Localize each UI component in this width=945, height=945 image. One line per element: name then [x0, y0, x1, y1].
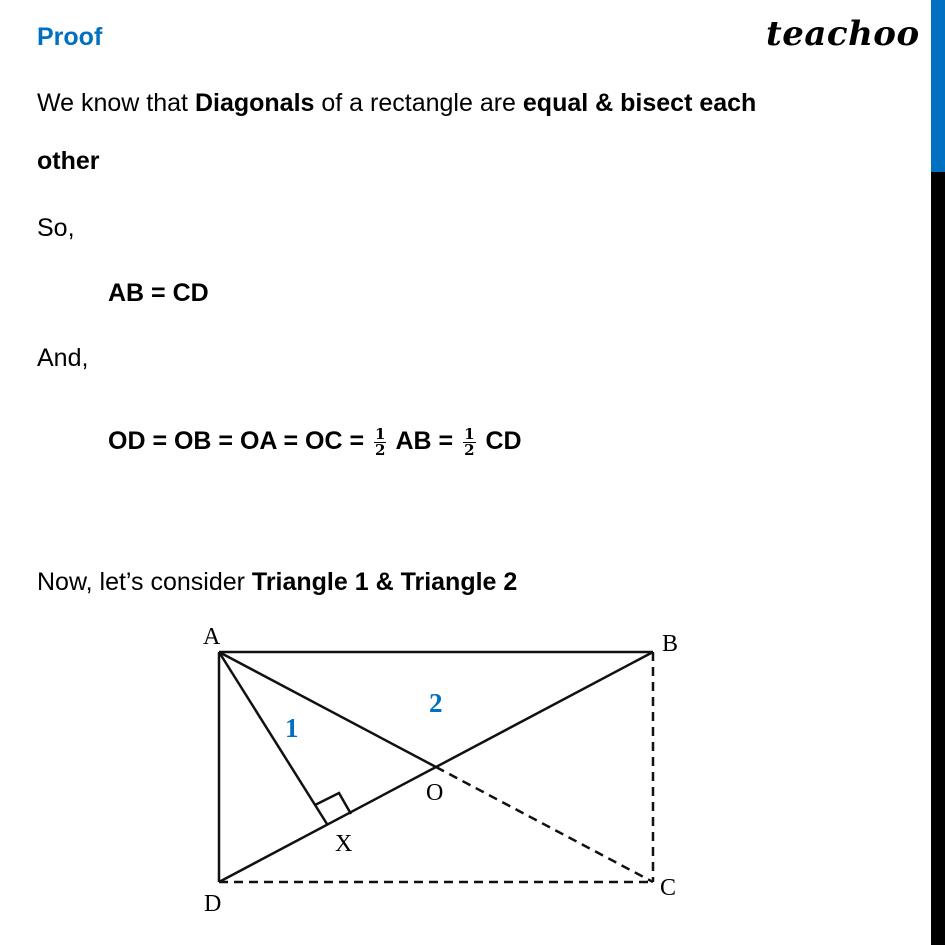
bold-text: Diagonals	[194, 89, 315, 117]
bold-text: AB = CD	[108, 279, 209, 307]
label-x: X	[335, 831, 353, 857]
label-c: C	[660, 875, 677, 901]
text: of a rectangle are	[314, 89, 523, 117]
segment-oc-dashed	[436, 767, 653, 882]
numerator: 1	[375, 424, 386, 443]
teachoo-logo: teachoo	[766, 14, 920, 54]
proof-heading: Proof	[37, 23, 103, 51]
text: We know that	[37, 89, 195, 117]
numerator: 1	[464, 424, 475, 443]
denominator: 2	[375, 440, 386, 459]
text: Now, let’s consider	[37, 568, 252, 596]
perpendicular-ax	[219, 652, 327, 824]
label-d: D	[204, 891, 222, 917]
label-a: A	[203, 624, 221, 650]
right-angle-mark	[315, 793, 351, 814]
text: OD = OB = OA = OC =	[108, 427, 372, 455]
so-text: So,	[37, 214, 75, 242]
bold-text: other	[37, 147, 100, 175]
triangle-2-label: 2	[429, 688, 443, 718]
segment-ao	[219, 652, 436, 767]
bold-text: equal & bisect each	[522, 89, 757, 117]
bold-text: Triangle 1 & Triangle 2	[251, 568, 518, 596]
denominator: 2	[464, 440, 475, 459]
triangle-1-label: 1	[285, 713, 299, 743]
text: CD	[478, 427, 522, 455]
label-b: B	[662, 631, 679, 657]
and-text: And,	[37, 344, 89, 372]
text: AB =	[389, 427, 461, 455]
label-o: O	[426, 780, 444, 806]
